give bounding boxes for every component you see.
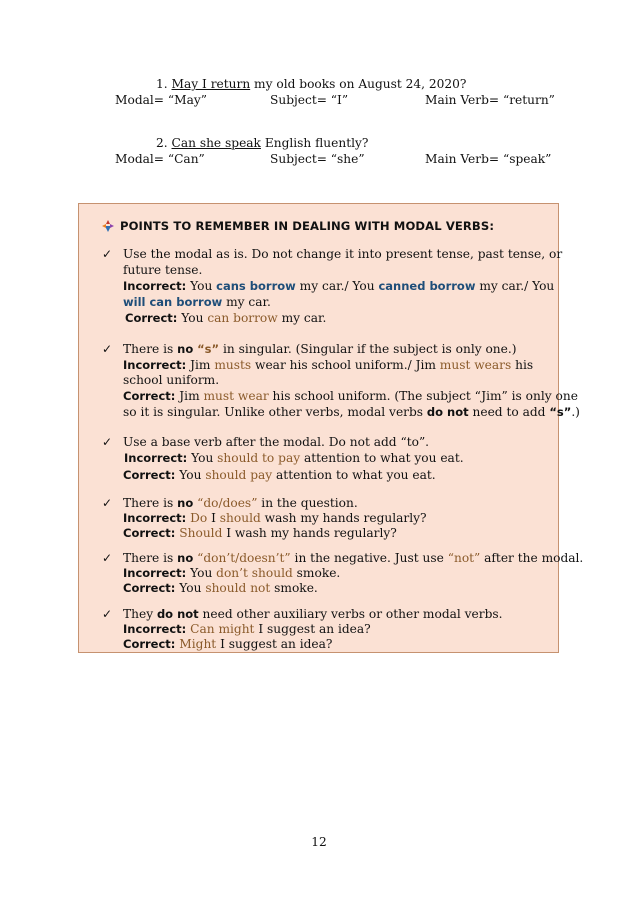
rule-3-line-1: Use a base verb after the modal. Do not add “to”.	[123, 435, 430, 449]
rule-4-line-1: There is no “do/does” in the question.	[123, 496, 358, 510]
rule-4-correct: Correct: Should I wash my hands regularly?	[123, 526, 397, 540]
rule-2-correct-cont: so it is singular. Unlike other verbs, modal verbs do not need to add “s”.)	[123, 405, 580, 419]
diamond-arrow-icon	[102, 220, 114, 235]
modal-verbs-rules-box	[78, 203, 584, 653]
example-2-modal: Modal= “Can”	[115, 152, 205, 166]
check-icon: ✓	[102, 435, 113, 449]
rule-1-correct: Correct: You can borrow my car.	[125, 311, 327, 325]
rule-5-correct: Correct: You should not smoke.	[123, 581, 318, 595]
check-icon: ✓	[102, 496, 113, 510]
rule-1-incorrect: Incorrect: You cans borrow my car./ You canned borrow my car./ You	[123, 279, 555, 293]
rule-1-line-2: future tense.	[123, 263, 203, 277]
check-icon: ✓	[102, 551, 113, 565]
example-1-modal: Modal= “May”	[115, 93, 207, 107]
example-1-rest: my old books on August 24, 2020?	[250, 77, 467, 91]
check-icon: ✓	[102, 607, 113, 621]
example-1-main-verb: Main Verb= “return”	[425, 93, 555, 107]
example-1-number: 1.	[156, 77, 168, 91]
example-1-subject: Subject= “I”	[270, 93, 349, 107]
rule-2-line-1: There is no “s” in singular. (Singular if the subject is only one.)	[123, 342, 517, 356]
example-1-underlined: May I return	[171, 77, 251, 91]
rule-5-incorrect: Incorrect: You don’t should smoke.	[123, 566, 341, 580]
rule-2-correct: Correct: Jim must wear his school uniform. (The subject “Jim” is only one	[123, 389, 578, 403]
rule-6-line-1: They do not need other auxiliary verbs or other modal verbs.	[123, 607, 503, 621]
example-2-rest: English fluently?	[260, 136, 369, 150]
rule-4-incorrect: Incorrect: Do I should wash my hands regularly?	[123, 511, 427, 525]
check-icon: ✓	[102, 342, 113, 356]
rule-1-incorrect-cont: will can borrow my car.	[123, 295, 271, 309]
example-2-main-verb: Main Verb= “speak”	[425, 152, 552, 166]
check-icon: ✓	[102, 247, 113, 261]
rules-heading-text: POINTS TO REMEMBER IN DEALING WITH MODAL VERBS:	[120, 219, 495, 233]
rule-5-line-1: There is no “don’t/doesn’t” in the negative. Just use “not” after the modal.	[123, 551, 584, 565]
example-2-question	[156, 136, 368, 150]
rule-2-incorrect-cont: school uniform.	[123, 373, 220, 387]
page-number: 12	[311, 835, 327, 849]
rules-heading	[102, 219, 494, 235]
rule-6-correct: Correct: Might I suggest an idea?	[123, 637, 333, 651]
example-1-question	[156, 77, 466, 91]
example-2-subject: Subject= “she”	[270, 152, 365, 166]
rule-3-incorrect: Incorrect: You should to pay attention to what you eat.	[124, 451, 464, 465]
example-2-underlined: Can she speak	[171, 136, 261, 150]
example-2-number: 2.	[156, 136, 168, 150]
rule-2-incorrect: Incorrect: Jim musts wear his school uniform./ Jim must wears his	[123, 358, 534, 372]
rule-1-line-1: Use the modal as is. Do not change it into present tense, past tense, or	[123, 247, 563, 261]
rule-3-correct: Correct: You should pay attention to what you eat.	[123, 468, 436, 482]
rule-6-incorrect: Incorrect: Can might I suggest an idea?	[123, 622, 371, 636]
